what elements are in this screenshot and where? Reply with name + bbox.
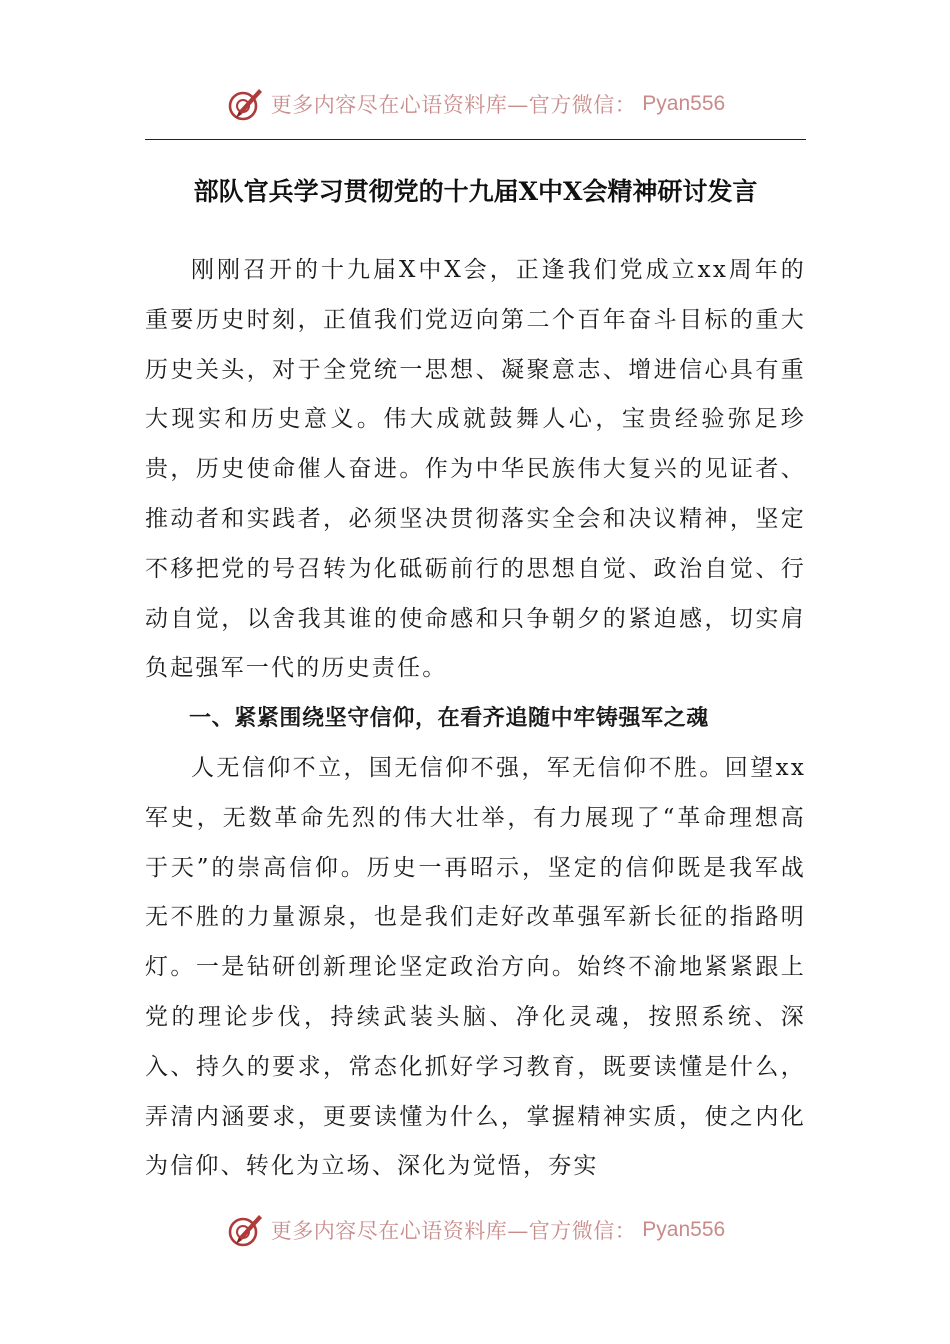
header-banner: [0, 82, 950, 126]
document-body: [145, 246, 806, 1192]
banner-text: 更多内容尽在心语资料库—官方微信：: [270, 93, 637, 117]
banner-wechat-id: Pyan556: [642, 92, 726, 115]
intro-paragraph: 刚刚召开的十九届X中X会，正逢我们党成立xx周年的重要历史时刻，正值我们党迈向第二个百年奋斗目标的重大历史关头，对于全党统一思想、凝聚意志、增进信心具有重大现实和历史意义。伟大成就鼓舞人心，宝贵经验弥足珍贵，历史使命催人奋进。作为中华民族伟大复兴的见证者、推动者和实践者，必须坚决贯彻落实全会和决议精神，坚定不移把党的号召转为化砥砺前行的思想自觉、政治自觉、行动自觉，以舍我其谁的使命感和只争朝夕的紧迫感，切实肩负起强军一代的历史责任。: [145, 257, 806, 682]
header-divider: [145, 139, 806, 140]
section-paragraph: 人无信仰不立，国无信仰不强，军无信仰不胜。回望xx军史，无数革命先烈的伟大壮举，有力展现了“革命理想高于天”的崇高信仰。历史一再昭示，坚定的信仰既是我军战无不胜的力量源泉，也是我们走好改革强军新长征的指路明灯。一是钻研创新理论坚定政治方向。始终不渝地紧紧跟上党的理论步伐，持续武装头脑、净化灵魂，按照系统、深入、持久的要求，常态化抓好学习教育，既要读懂是什么，弄清内涵要求，更要读懂为什么，掌握精神实质，使之内化为信仰、转化为立场、深化为觉悟，夯实: [145, 754, 806, 1180]
document-title: 部队官兵学习贯彻党的十九届X中X会精神研讨发言: [193, 177, 758, 206]
quill-pen-logo-icon: [225, 84, 265, 124]
section-heading: 一、紧紧围绕坚守信仰，在看齐追随中牢铸强军之魂: [189, 706, 709, 732]
quill-pen-logo-icon: [225, 1210, 265, 1250]
banner-text: 更多内容尽在心语资料库—官方微信：: [270, 1219, 637, 1243]
banner-wechat-id: Pyan556: [642, 1218, 726, 1241]
footer-banner: [0, 1208, 950, 1252]
